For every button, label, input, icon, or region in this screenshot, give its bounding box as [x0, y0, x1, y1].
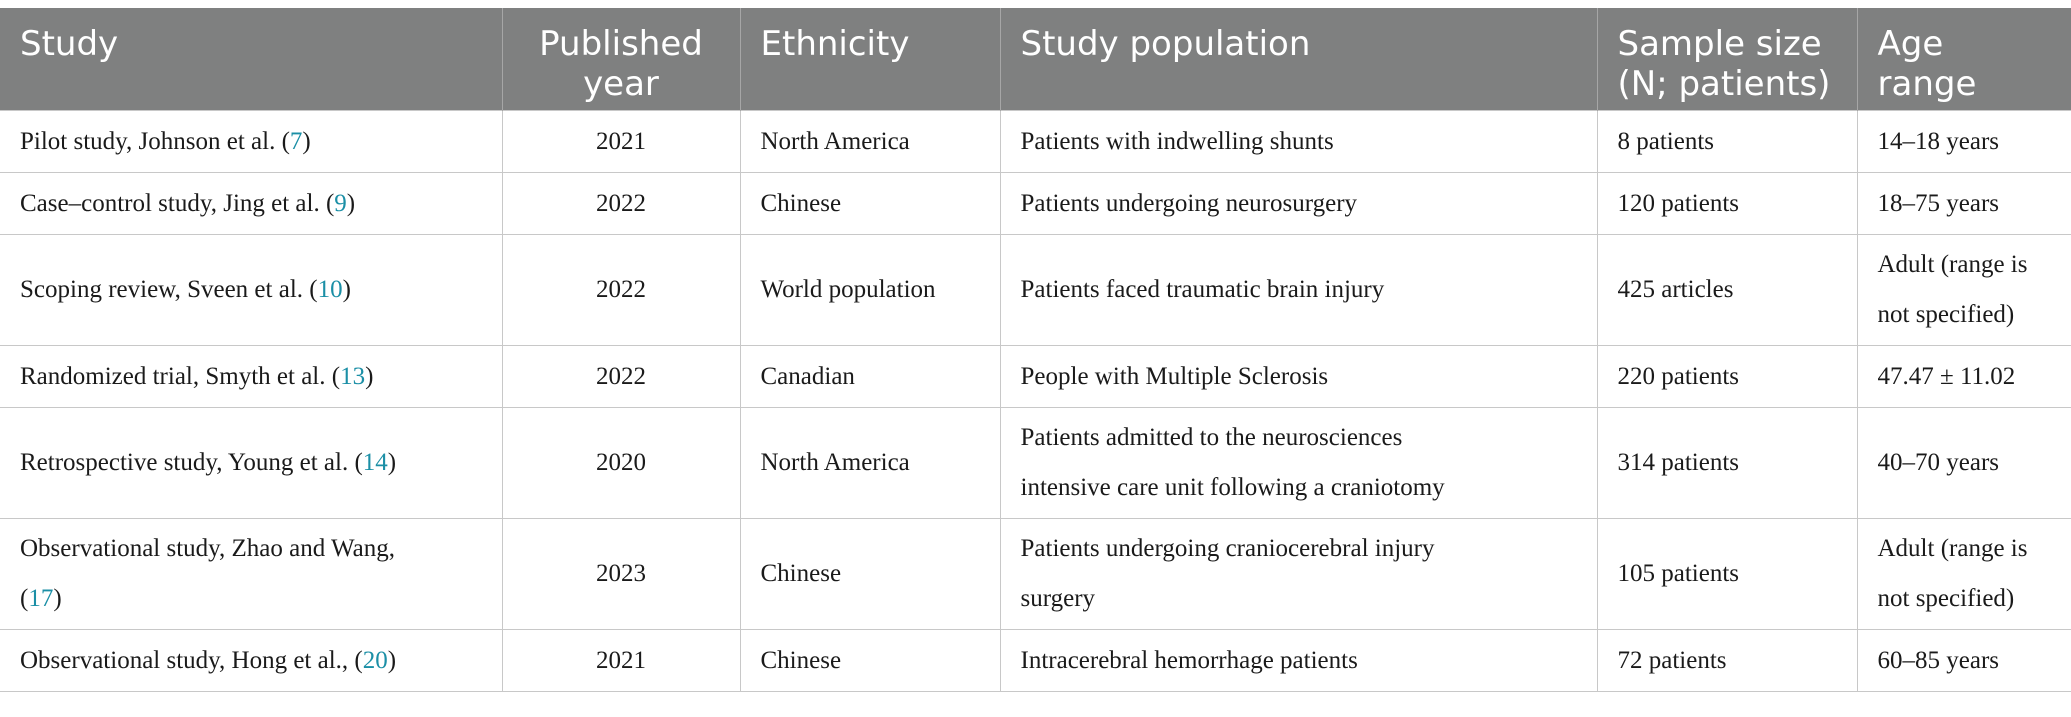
reference-link[interactable]: 10: [317, 276, 343, 303]
cell-age-range: 18–75 years: [1857, 173, 2071, 235]
cell-ethnicity: World population: [740, 235, 1000, 346]
study-text: Randomized trial, Smyth et al. (: [20, 362, 341, 390]
age-range-line1: Adult (range is: [1877, 535, 2028, 562]
cell-study: [0, 235, 502, 346]
cell-population: Patients with indwelling shunts: [1000, 111, 1597, 173]
table-row: [0, 519, 2071, 630]
study-text-end: ): [387, 449, 397, 476]
population-line1: Patients admitted to the neurosciences: [1020, 424, 1403, 451]
cell-ethnicity: Chinese: [740, 519, 1000, 630]
reference-link[interactable]: 14: [362, 449, 388, 476]
cell-population: Patients undergoing neurosurgery: [1000, 173, 1597, 235]
cell-sample-size: 72 patients: [1597, 630, 1857, 692]
cell-ethnicity: North America: [740, 408, 1000, 519]
age-range-line2: not specified): [1877, 301, 2015, 328]
study-text-end: ): [302, 127, 311, 155]
header-age-range: [1857, 8, 2071, 111]
reference-link[interactable]: 17: [28, 585, 54, 612]
table-row: [0, 173, 2071, 235]
study-text: Scoping review, Sveen et al. (: [20, 276, 318, 303]
cell-study: [0, 408, 502, 519]
table-body: [0, 111, 2071, 692]
reference-link[interactable]: 7: [289, 127, 303, 155]
table-row: [0, 111, 2071, 173]
population-line2: intensive care unit following a craniotomy: [1020, 474, 1445, 501]
cell-age-range: 47.47 ± 11.02: [1857, 346, 2071, 408]
study-text-end: ): [387, 646, 397, 674]
header-study-label: Study: [20, 24, 119, 64]
age-range-line1: Adult (range is: [1877, 251, 2028, 278]
cell-study: [0, 630, 502, 692]
reference-link[interactable]: 9: [334, 189, 347, 217]
cell-year: 2022: [502, 346, 740, 408]
cell-year: 2023: [502, 519, 740, 630]
cell-year: 2022: [502, 235, 740, 346]
header-ethnicity-label: Ethnicity: [760, 24, 910, 64]
cell-sample-size: 220 patients: [1597, 346, 1857, 408]
header-study-population: [1000, 8, 1597, 111]
cell-sample-size: 314 patients: [1597, 408, 1857, 519]
study-text: (: [20, 585, 29, 612]
header-sample-size-line1: Sample size: [1617, 24, 1822, 64]
cell-sample-size: 120 patients: [1597, 173, 1857, 235]
header-sample-size-line2: (N; patients): [1617, 64, 1831, 104]
cell-study: [0, 173, 502, 235]
cell-population: [1000, 519, 1597, 630]
header-study-population-label: Study population: [1020, 24, 1311, 64]
cell-study: [0, 346, 502, 408]
cell-ethnicity: Chinese: [740, 630, 1000, 692]
cell-ethnicity: Canadian: [740, 346, 1000, 408]
cell-ethnicity: Chinese: [740, 173, 1000, 235]
header-sample-size: [1597, 8, 1857, 111]
header-age-range-line2: range: [1877, 64, 1977, 104]
cell-year: 2021: [502, 630, 740, 692]
study-text: Case–control study, Jing et al. (: [20, 189, 335, 217]
header-ethnicity: [740, 8, 1000, 111]
table-row: [0, 346, 2071, 408]
table-row: [0, 408, 2071, 519]
table-row: [0, 630, 2071, 692]
population-line1: Patients undergoing craniocerebral injury: [1020, 535, 1435, 562]
cell-ethnicity: North America: [740, 111, 1000, 173]
cell-population: Intracerebral hemorrhage patients: [1000, 630, 1597, 692]
study-text-end: ): [342, 276, 351, 303]
age-range-line2: not specified): [1877, 585, 2015, 612]
cell-study: [0, 519, 502, 630]
cell-year: 2020: [502, 408, 740, 519]
cell-year: 2021: [502, 111, 740, 173]
cell-population: Patients faced traumatic brain injury: [1000, 235, 1597, 346]
cell-age-range: 40–70 years: [1857, 408, 2071, 519]
header-age-range-line1: Age: [1877, 24, 1944, 64]
study-text: Pilot study, Johnson et al. (: [20, 127, 290, 155]
study-text-end: ): [53, 585, 62, 612]
header-published-year-line1: Published: [539, 24, 703, 64]
study-text: Observational study, Hong et al., (: [20, 646, 363, 674]
cell-age-range: [1857, 235, 2071, 346]
cell-age-range: [1857, 519, 2071, 630]
study-text-line1: Observational study, Zhao and Wang,: [20, 535, 395, 562]
cell-population: [1000, 408, 1597, 519]
cell-sample-size: 105 patients: [1597, 519, 1857, 630]
cell-age-range: 60–85 years: [1857, 630, 2071, 692]
cell-study: [0, 111, 502, 173]
population-line2: surgery: [1020, 585, 1096, 612]
study-table: [0, 8, 2071, 692]
study-text-end: ): [346, 189, 356, 217]
cell-age-range: 14–18 years: [1857, 111, 2071, 173]
table-header: [0, 8, 2071, 111]
header-study: [0, 8, 502, 111]
cell-population: People with Multiple Sclerosis: [1000, 346, 1597, 408]
cell-sample-size: 425 articles: [1597, 235, 1857, 346]
cell-sample-size: 8 patients: [1597, 111, 1857, 173]
reference-link[interactable]: 20: [362, 646, 388, 674]
header-row: [0, 8, 2071, 111]
study-text-end: ): [365, 362, 374, 390]
reference-link[interactable]: 13: [340, 362, 366, 390]
table-row: [0, 235, 2071, 346]
header-published-year: [502, 8, 740, 111]
header-published-year-line2: year: [583, 64, 659, 104]
study-text: Retrospective study, Young et al. (: [20, 449, 363, 476]
cell-year: 2022: [502, 173, 740, 235]
